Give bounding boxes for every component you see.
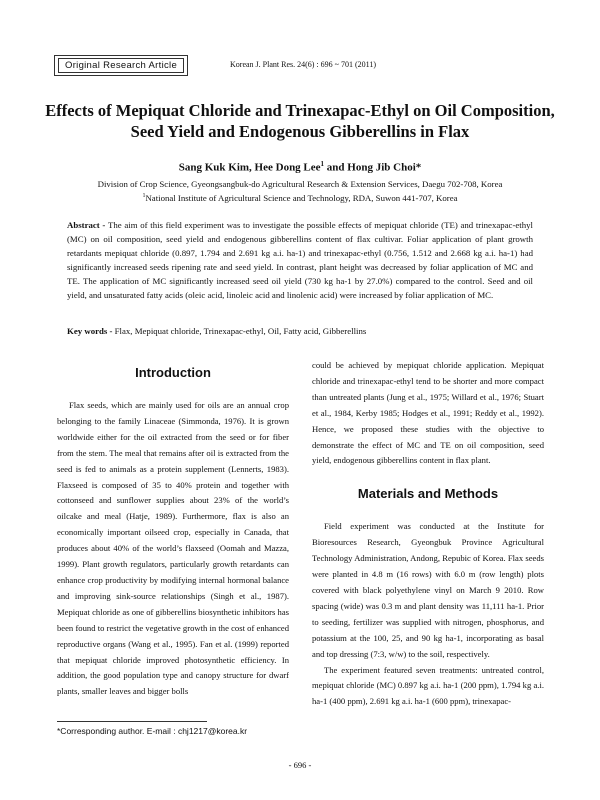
page-number: - 696 - <box>288 760 312 770</box>
methods-paragraph-1: Field experiment was conducted at the Institute for Bioresources Research, Gyeongbuk Province Agricultural Technology Administration, Andong, Repubic of Korea. Flax seeds were planted in 4.8 m (16 rows) with 6.0 m (row length) plots covered with black polyethylene vinyl on March 9 2010. Row spacing (wide) was 0.3 m and plant density was 11,111 ha-1. Prior to seeding, fertilizer was supplied with nitrogen, phosphorus, and potassium at the 100, 25, and 90 kg ha-1, incorporating as basal and top dressing (7:3, w/w) to the soil, respectively. <box>312 521 544 659</box>
title-line-2: Seed Yield and Endogenous Gibberellins in Flax <box>130 122 470 141</box>
article-type-label: Original Research Article <box>58 58 184 73</box>
left-column <box>57 358 289 700</box>
right-column <box>312 358 544 710</box>
introduction-heading: Introduction <box>135 365 211 380</box>
affiliation-2: National Institute of Agricultural Science and Technology, RDA, Suwon 441-707, Korea <box>145 192 458 203</box>
authors-first: Sang Kuk Kim, Hee Dong Lee <box>178 161 321 174</box>
title-line-1: Effects of Mepiquat Chloride and Trinexapac-Ethyl on Oil Composition, <box>45 101 555 120</box>
keywords <box>67 326 533 336</box>
abstract-text: The aim of this field experiment was to investigate the possible effects of mepiquat chloride (TE) and trinexapac-ethyl (MC) on oil composition, seed yield and endogenous gibberellins content of flax cultivar. Foliar application of plant growth retardants mepiquat chloride (0.897, 1.794 and 2.691 kg a.i. ha-1) and trinexapac-ethyl (0.756, 1.512 and 2.668 kg a.i. ha-1) had significantly increased seeds ripening rate and seed yield. In contrast, plant height was decreased by foliar application of MC and TE. The application of MC significantly increased seed oil yield (730 kg ha-1 by 27.0%) compared to the control. Seed and oil yield, and unsaturated fatty acids (oleic acid, linoleic acid and linolenic acid) were increased by foliar application of MC. <box>67 220 533 300</box>
affiliation-marker: 1 <box>142 193 146 199</box>
affiliation-2-row <box>40 190 560 204</box>
keywords-label: Key words - <box>67 326 115 336</box>
corresponding-author-footnote: *Corresponding author. E-mail : chj1217@korea.kr <box>57 726 248 736</box>
introduction-paragraph-continued: could be achieved by mepiquat chloride application. Mepiquat chloride and trinexapac-ethyl tend to be shorter and more compact than untreated plants (Jung et al., 1975; Willard et al., 1976; Stuart et al., 1984, Kerby 1985; Hodges et al., 1991; Reddy et al., 1992). Hence, we proposed these studies with the objective to demonstrate the effect of MC and TE on oil composition, seed yield, endogenous gibberellins content in flax plant. <box>312 360 544 466</box>
footnote-divider <box>57 721 207 722</box>
affiliations <box>40 178 560 204</box>
paper-title <box>40 100 560 142</box>
abstract-label: Abstract - <box>67 220 109 230</box>
affiliation-1: Division of Crop Science, Gyeongsangbuk-do Agricultural Research & Extension Services, Daegu 702-708, Korea <box>97 179 503 189</box>
article-type-badge <box>54 55 188 76</box>
authors-last: and Hong Jib Choi* <box>324 161 422 174</box>
methods-paragraph-2: The experiment featured seven treatments: untreated control, mepiquat chloride (MC) 0.897 kg a.i. ha-1 (200 ppm), 1.794 kg a.i. ha-1 (400 ppm), 2.691 kg a.i. ha-1 (600 ppm), trinexapac- <box>312 664 544 707</box>
introduction-paragraph: Flax seeds, which are mainly used for oils are an annual crop belonging to the family Linaceae (Simmonda, 1976). It is grown worldwide either for the oil extracted from the seed or for fiber from the stem. The meal that remains after oil is extracted from the seed is fed to animals as a protein supplement (Lennerts, 1983). Flaxseed is composed of 35 to 40% protein and together with cottonseed and sunflower supplies about 23% of the world’s oilcake and meal (Hatje, 1989). Furthermore, flax is also an economically important oilseed crop, especially in Canada, that produces about 40% of the world’s flaxseed (Oomah and Mazza, 1999). Plant growth regulators, particularly growth retardants can enhance crop productivity by modifying internal hormonal balance and improving sink-source relationships (Singh et al., 1987). Mepiquat chloride as one of gibberellins biosynthetic inhibitors has been found to restrict the vegetative growth in the cost of enhanced reproductive organs (Wang et al., 1995). Fan et al. (1999) reported that mepiquat chloride improved photosynthetic efficiency. In addition, the good population type and canopy structure for dwarf plants, smaller leaves and bigger bolls <box>57 400 289 697</box>
journal-citation: Korean J. Plant Res. 24(6) : 696 ~ 701 (2011) <box>230 60 377 69</box>
author-list <box>40 160 560 174</box>
author-affil-marker: 1 <box>320 160 325 168</box>
keywords-text: Flax, Mepiquat chloride, Trinexapac-ethyl, Oil, Fatty acid, Gibberellins <box>114 326 367 336</box>
methods-heading: Materials and Methods <box>357 486 499 502</box>
abstract <box>67 218 533 302</box>
